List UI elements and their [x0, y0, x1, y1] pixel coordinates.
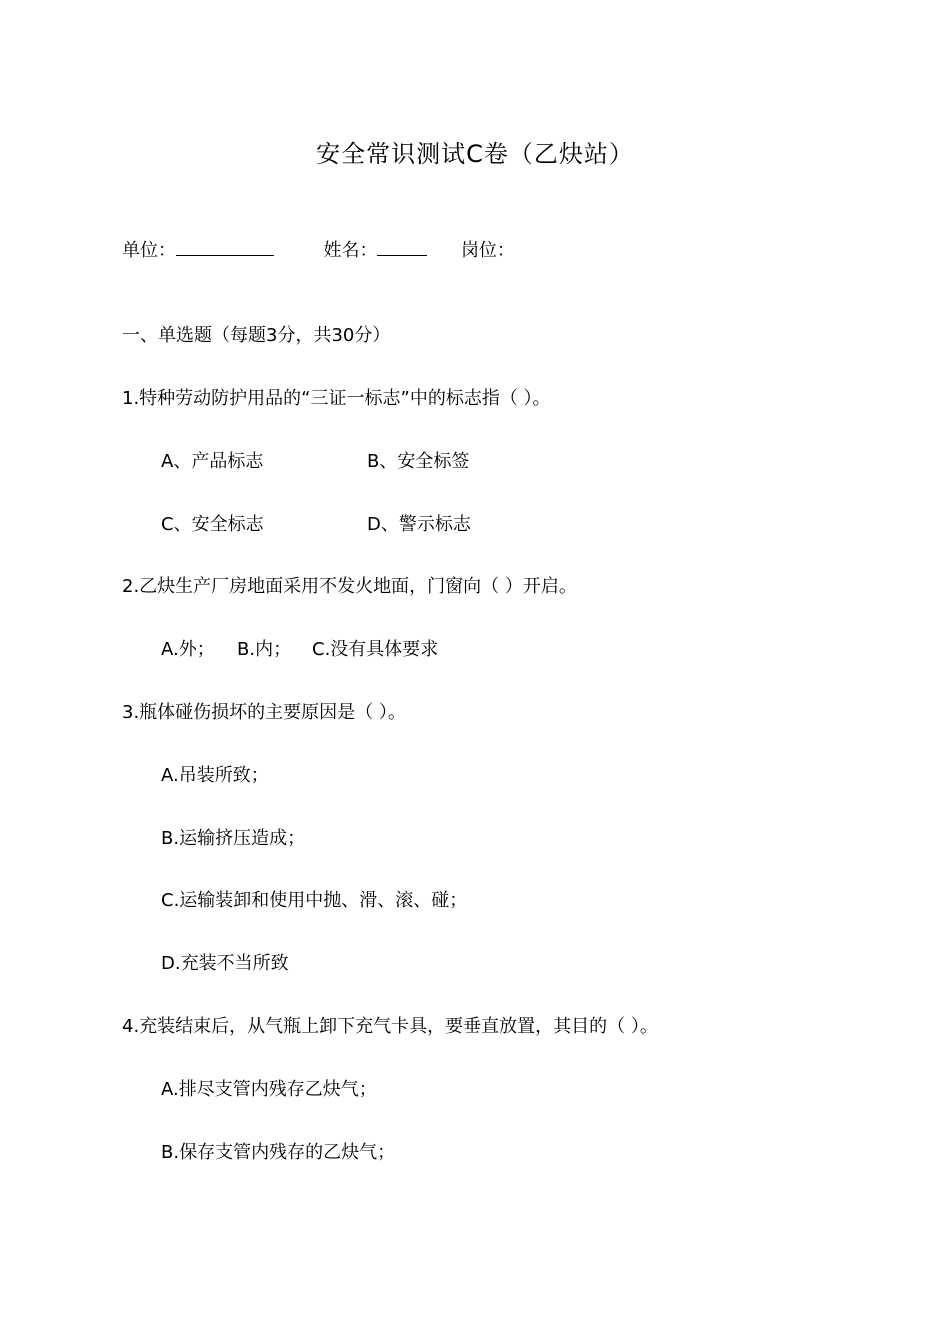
question-option: C.没有具体要求 — [312, 639, 439, 660]
post-label: 岗位： — [460, 240, 515, 261]
document-title: 安全常识测试C卷（乙炔站） — [316, 140, 634, 168]
question-stem: 4.充装结束后，从气瓶上卸下充气卡具，要垂直放置，其目的（ ）。 — [122, 1016, 658, 1037]
section-heading: 一、单选题（每题3分，共30分） — [122, 325, 391, 346]
name-blank[interactable] — [377, 237, 427, 256]
unit-blank[interactable] — [176, 237, 274, 256]
question-option: A、产品标志 — [161, 451, 264, 472]
question-option: A.排尽支管内残存乙炔气； — [161, 1079, 377, 1100]
question-option: C、安全标志 — [161, 514, 264, 535]
question-stem: 2.乙炔生产厂房地面采用不发火地面，门窗向（ ）开启。 — [122, 576, 577, 597]
question-option: B.内； — [237, 639, 292, 660]
header-line — [122, 237, 515, 264]
unit-label: 单位： — [122, 240, 176, 261]
question-option: C.运输装卸和使用中抛、滑、滚、碰； — [161, 890, 468, 911]
question-option: A.吊装所致； — [161, 765, 269, 786]
question-option: A.外； — [161, 639, 215, 660]
question-option: B.保存支管内残存的乙炔气； — [161, 1142, 396, 1163]
question-stem: 1.特种劳动防护用品的“三证一标志”中的标志指（ ）。 — [122, 388, 551, 409]
question-stem: 3.瓶体碰伤损坏的主要原因是（ ）。 — [122, 702, 406, 723]
question-option: D、警示标志 — [367, 514, 471, 535]
question-option: D.充装不当所致 — [161, 953, 289, 974]
question-option: B.运输挤压造成； — [161, 828, 306, 849]
name-label: 姓名： — [323, 240, 378, 261]
question-option: B、安全标签 — [367, 451, 470, 472]
